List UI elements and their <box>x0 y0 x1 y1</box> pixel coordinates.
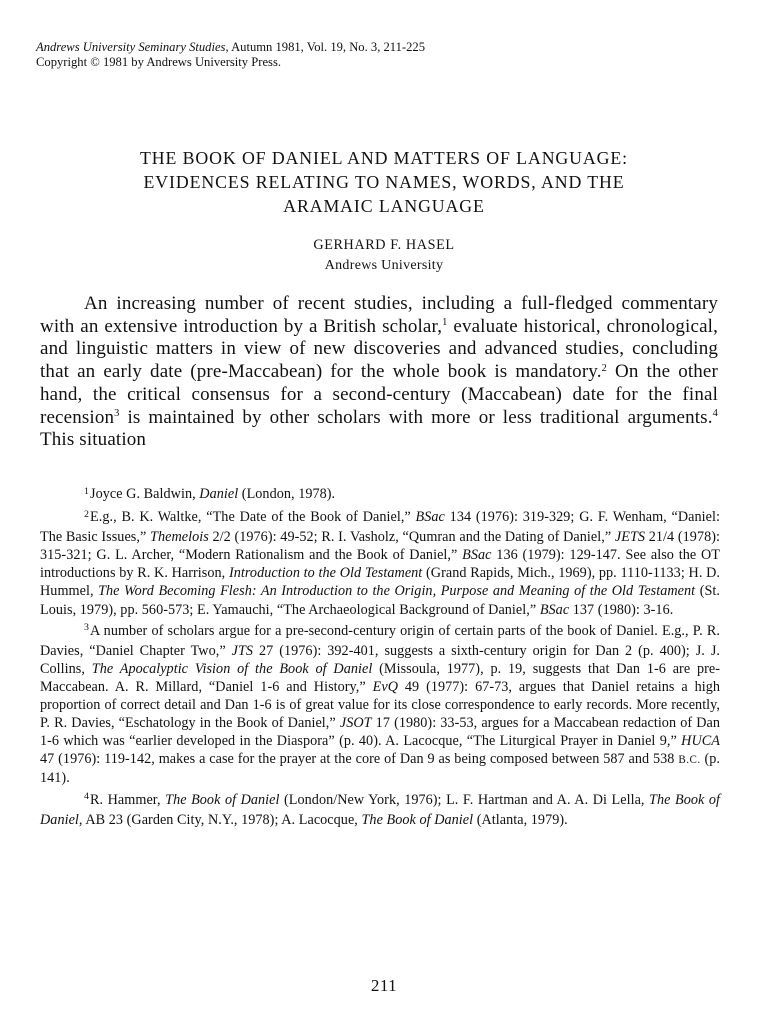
footnotes <box>40 485 720 832</box>
footnote-number: 3 <box>84 622 90 634</box>
footnote-3 <box>40 622 720 788</box>
footnote-smallcaps: B.C. <box>678 754 701 767</box>
footnote-text: E.g., B. K. Waltke, “The Date of the Book of Daniel,” <box>90 509 416 526</box>
journal-header <box>36 40 726 70</box>
footnote-text: 2/2 (1976): 49-52; R. I. Vasholz, “Qumran and the Dating of Daniel,” <box>208 529 615 546</box>
article-title <box>30 146 738 218</box>
footnote-text: 21/4 (1978): 315-321; G. L. Archer, “Modern Rationalism and the Book of Daniel,” <box>40 529 721 564</box>
footnote-text: 47 (1976): 119-142, makes a case for the prayer at the core of Dan 9 as being composed between 587 and 538 <box>40 751 679 768</box>
footnote-italic: JTS <box>231 642 254 659</box>
footnote-italic: The Book of Daniel <box>165 791 280 808</box>
footnote-italic: The Book of Daniel <box>40 791 720 828</box>
footnote-text: 137 (1980): 3-16. <box>569 601 674 618</box>
footnote-italic: HUCA <box>681 733 720 750</box>
footnote-italic: Introduction to the Old Testament <box>228 565 423 582</box>
footnote-italic: BSac <box>415 509 445 526</box>
footnote-text: (London, 1978). <box>238 486 336 502</box>
footnote-ref: 2 <box>601 362 607 374</box>
footnote-italic: BSac <box>539 601 570 618</box>
page-number: 211 <box>370 976 398 995</box>
footnote-italic: Themelois <box>150 529 209 546</box>
footnote-text: (p. 141). <box>40 751 720 787</box>
footnote-text: Joyce G. Baldwin, <box>90 486 200 502</box>
body-text: An increasing number of recent studies, including a full-fledged commentary with an extensive introduction by a British scholar, <box>40 293 718 337</box>
footnote-ref: 1 <box>442 317 448 329</box>
body-paragraph <box>40 293 718 452</box>
footnote-italic: Daniel <box>199 486 239 502</box>
body-text: On the other hand, the critical consensus for a second-century (Maccabean) date for the final recension <box>40 361 718 428</box>
footnote-text: , AB 23 (Garden City, N.Y., 1978); A. Lacocque, <box>78 811 362 828</box>
footnote-4 <box>40 791 720 829</box>
journal-name: Andrews University Seminary Studies <box>36 40 226 54</box>
title-line: THE BOOK OF DANIEL AND MATTERS OF LANGUAGE: <box>140 148 628 168</box>
footnote-text: (St. Louis, 1979), pp. 560-573; E. Yamauchi, “The Archaeological Background of Daniel,” <box>40 583 720 618</box>
footnote-italic: EvQ <box>372 678 398 695</box>
footnote-text: 134 (1976): 319-329; G. F. Wenham, “Daniel: The Basic Issues,” <box>40 509 720 546</box>
journal-citation <box>36 40 726 55</box>
footnote-italic: JSOT <box>339 715 372 732</box>
footnote-text: 27 (1976): 392-401, suggests a sixth-century origin for Dan 2 (p. 400); J. J. Collins, <box>40 642 720 677</box>
author-name: GERHARD F. HASEL <box>313 237 455 253</box>
title-line: ARAMAIC LANGUAGE <box>283 196 485 216</box>
footnote-2 <box>40 508 720 619</box>
footnote-italic: The Book of Daniel <box>361 811 474 828</box>
footnote-text: (Missoula, 1977), p. 19, suggests that Dan 1-6 are pre-Maccabean. A. R. Millard, “Daniel 1-6 and History,” <box>40 660 721 695</box>
footnote-italic: The Apocalyptic Vision of the Book of Daniel <box>91 660 373 677</box>
copyright-line: Copyright © 1981 by Andrews University Press. <box>36 55 281 69</box>
author-affiliation: Andrews University <box>324 258 444 273</box>
footnote-italic: The Word Becoming Flesh: An Introduction to the Origin, Purpose and Meaning of the Old Testament <box>98 583 696 600</box>
title-line: EVIDENCES RELATING TO NAMES, WORDS, AND THE <box>143 172 625 192</box>
footnote-italic: JETS <box>614 529 646 546</box>
footnote-text: 136 (1979): 129-147. See also the OT introductions by R. K. Harrison, <box>40 547 720 582</box>
footnote-text: (London/New York, 1976); L. F. Hartman and A. A. Di Lella, <box>279 791 650 808</box>
body-text: is maintained by other scholars with more or less traditional arguments. <box>119 406 713 428</box>
footnote-text: (Atlanta, 1979). <box>473 811 568 828</box>
body-text: evaluate historical, chronological, and linguistic matters in view of new discoveries and advanced studies, concluding that an early date (pre-Maccabean) for the whole book is mandatory. <box>40 315 718 383</box>
footnote-text: (Grand Rapids, Mich., 1969), pp. 1110-1133; H. D. Hummel, <box>40 565 721 600</box>
footnote-1 <box>40 485 720 505</box>
footnote-italic: BSac <box>462 547 492 564</box>
footnote-ref: 4 <box>712 408 718 420</box>
footnote-text: 49 (1977): 67-73, argues that Daniel retains a high proportion of correct detail and Dan 1-6 is of great value for its close correspondence to early records. More recently, P. R. Davies, “Eschatology in the Book of Daniel,” <box>40 678 720 732</box>
footnote-text: R. Hammer, <box>90 791 166 808</box>
journal-issue: , Autumn 1981, Vol. 19, No. 3, 211-225 <box>225 40 425 54</box>
body-text: This situation <box>40 429 147 451</box>
footnote-text: 17 (1980): 33-53, argues for a Maccabean redaction of Dan 1-6 which was “earlier developed in the Diaspora” (p. 40). A. Lacocque, “The Liturgical Prayer in Daniel 9,” <box>40 715 721 750</box>
footnote-text: A number of scholars argue for a pre-second-century origin of certain parts of the book of Daniel. E.g., P. R. Davies, “Daniel Chapter Two,” <box>40 622 720 659</box>
footnote-number: 4 <box>84 791 90 803</box>
footnote-number: 1 <box>84 485 90 497</box>
footnote-number: 2 <box>84 508 90 520</box>
footnote-ref: 3 <box>114 408 120 420</box>
